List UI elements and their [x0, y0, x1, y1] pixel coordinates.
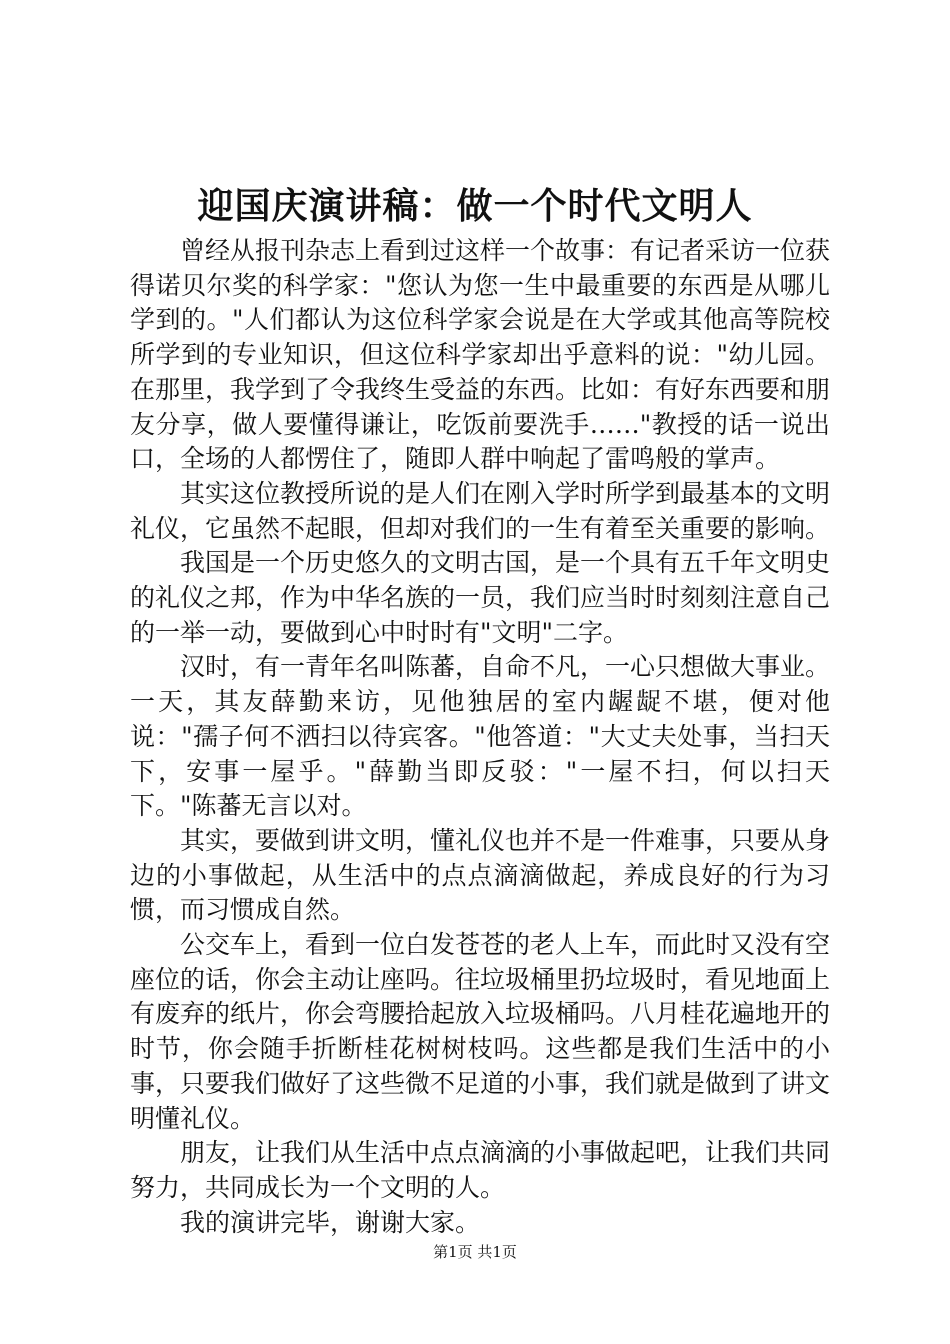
document-title: 迎国庆演讲稿：做一个时代文明人 [197, 185, 753, 227]
paragraph-5: 其实，要做到讲文明，懂礼仪也并不是一件难事，只要从身边的小事做起，从生活中的点点滴滴做起，养成良好的行为习惯，而习惯成自然。 [130, 825, 831, 925]
paragraph-8: 我的演讲完毕，谢谢大家。 [180, 1207, 481, 1237]
paragraph-1: 曾经从报刊杂志上看到过这样一个故事：有记者采访一位获得诺贝尔奖的科学家："您认为您一生中最重要的东西是从哪儿学到的。"人们都认为这位科学家会说是在大学或其他高等院校所学到的专业知识，但这位科学家却出乎意料的说："幼儿园。在那里，我学到了令我终生受益的东西。比如：有好东西要和朋友分享，做人要懂得谦让，吃饭前要洗手……"教授的话一说出口，全场的人都愣住了，随即人群中响起了雷鸣般的掌声。 [130, 236, 831, 474]
paragraph-4: 汉时，有一青年名叫陈蕃，自命不凡，一心只想做大事业。一天，其友薛勤来访，见他独居的室内龌龊不堪，便对他说："孺子何不洒扫以待宾客。"他答道："大丈夫处事，当扫天下，安事一屋乎。"薛勤当即反驳："一屋不扫，何以扫天下。"陈蕃无言以对。 [130, 652, 831, 821]
paragraph-2: 其实这位教授所说的是人们在刚入学时所学到最基本的文明礼仪，它虽然不起眼，但却对我们的一生有着至关重要的影响。 [130, 478, 831, 543]
paragraph-6: 公交车上，看到一位白发苍苍的老人上车，而此时又没有空座位的话，你会主动让座吗。往垃圾桶里扔垃圾时，看见地面上有废弃的纸片，你会弯腰拾起放入垃圾桶吗。八月桂花遍地开的时节，你会随手折断桂花树树枝吗。这些都是我们生活中的小事，只要我们做好了这些微不足道的小事，我们就是做到了讲文明懂礼仪。 [130, 930, 831, 1133]
document-body [130, 234, 830, 1240]
page-number-footer: 第1页 共1页 [433, 1243, 517, 1261]
paragraph-7: 朋友，让我们从生活中点点滴滴的小事做起吧，让我们共同努力，共同成长为一个文明的人。 [130, 1138, 831, 1202]
paragraph-3: 我国是一个历史悠久的文明古国，是一个具有五千年文明史的礼仪之邦，作为中华名族的一员，我们应当时时刻刻注意自己的一举一动，要做到心中时时有"文明"二字。 [130, 548, 831, 647]
